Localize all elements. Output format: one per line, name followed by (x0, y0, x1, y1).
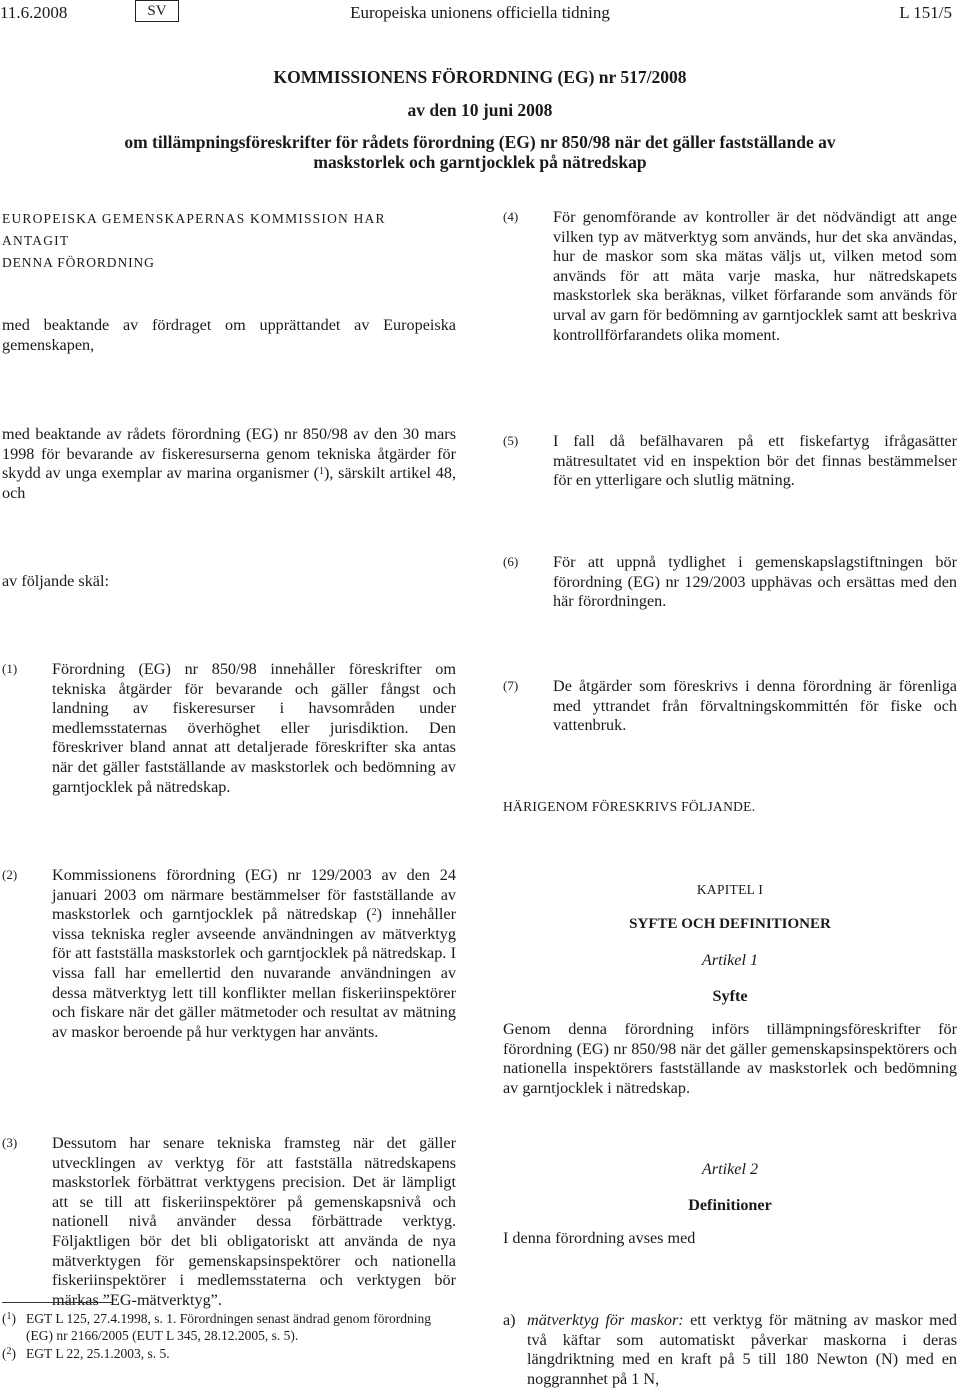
regulation-title: KOMMISSIONENS FÖRORDNING (EG) nr 517/2008 (273, 67, 687, 87)
recital-text-start: Kommissionens förordning (EG) nr 129/2003 av den 24 januari 2003 om närmare bestämmelser för fastställande av maskstorlek och garntjocklek på nätredskap ( (52, 866, 456, 924)
article-2-title: Definitioner (688, 1196, 772, 1214)
citation-regulation-text: med beaktande av rådets förordning (EG) nr 850/98 av den 30 mars 1998 för bevarande av fiskeresurserna genom tekniska åtgärder för skydd av unga exemplar av marina organismer ( (2, 425, 456, 483)
recital-text: De åtgärder som föreskrivs i denna förordning är förenliga med yttrandet från förvaltningskommittén för fiske och vattenbruk. (553, 677, 957, 735)
footnote-text: EGT L 22, 25.1.2003, s. 5. (26, 1346, 170, 1361)
definition-term: mätverktyg för maskor: (527, 1311, 684, 1329)
recital-number: (1) (2, 661, 18, 676)
footnote-1: ($^1$) EGT L 125, 27.4.1998, s. 1. Förordningen senast ändrad genom förordning (EG) nr 2166/2005 (EUT L 345, 28.12.2005, s. 5). (2, 1310, 456, 1344)
publication-title: Europeiska unionens officiella tidning (350, 3, 610, 22)
footnote-2: ($^2$) EGT L 22, 25.1.2003, s. 5. (2, 1345, 456, 1362)
article-1-text: Genom denna förordning införs tillämpningsföreskrifter för förordning (EG) nr 850/98 när det gäller gemenskapsinspektörers och nationella inspektörers fastställande av maskstorlek och bedömning av garntjocklek i nätredskap. (503, 1020, 957, 1097)
recital-text: För genomförande av kontroller är det nödvändigt att ange vilken typ av mätverktyg som används, hur det ska användas, hur de maskor som ska mätas väljs ut, vilken metod som används för att mäta varje maska, hur nätredskapets maskstorlek ska beräknas, vilket förfarande som används för urval av garn för bedömning av garntjocklek samt att beskriva kontrollförfarandets olika moment. (553, 208, 957, 344)
article-1-heading: Artikel 1 (701, 951, 759, 969)
enacting-intro-line2: DENNA FÖRORDNING (2, 255, 155, 270)
recital-text: Dessutom har senare tekniska framsteg när det gäller utvecklingen av verktyg för att fastställa nätredskapens maskstorlek förbättrat verktygens precision. Det är lämpligt att se till att fiskeriinspektörer på gemenskapsnivå och nationell nivå använder dessa förbättrade verktyg. Följaktligen bör det bli obligatoriskt att använda de nya mätverktygen för gemenskapsinspektörer och nationella fiskeriinspektörer i medlemsstaterna och verktygen bör märkas ”EG-mätverktyg”. (52, 1134, 456, 1309)
page-reference: L 151/5 (899, 3, 952, 22)
chapter-number: KAPITEL I (696, 882, 764, 897)
article-2-intro: I denna förordning avses med (503, 1229, 696, 1247)
footnote-number: 1 (6, 1311, 12, 1322)
recital-text: Förordning (EG) nr 850/98 innehåller föreskrifter om tekniska åtgärder för bevarande och gäller fångst och landning av fiskeresurser i havsområden under medlemsstaternas överhöghet eller jurisdiktion. Den föreskriver bland annat att detaljerade föreskrifter ska antas när det gäller fastställande av maskstorlek och bedömning av garntjocklek på nätredskap. (52, 660, 456, 796)
definition-label: a) (503, 1311, 516, 1329)
footnote-ref-2[interactable]: 2 (371, 907, 377, 919)
chapter-title: SYFTE OCH DEFINITIONER (629, 916, 831, 932)
recital-number: (7) (503, 678, 519, 693)
article-2-heading: Artikel 2 (701, 1160, 759, 1178)
article-1-title: Syfte (712, 987, 748, 1005)
definition-text (527, 1311, 957, 1389)
footnote-text: EGT L 125, 27.4.1998, s. 1. Förordningen senast ändrad genom förordning (EG) nr 2166/2005 (EUT L 345, 28.12.2005, s. 5). (26, 1311, 431, 1343)
footnote-ref-1[interactable]: 1 (319, 466, 324, 478)
recital-7 (503, 677, 957, 736)
citation-regulation (2, 425, 456, 503)
recital-text: För att uppnå tydlighet i gemenskapslagstiftningen bör förordning (EG) nr 129/2003 upphävas och ersättas med den här förordningen. (553, 553, 957, 611)
definition-a (503, 1311, 957, 1389)
regulation-subject-line1: om tillämpningsföreskrifter för rådets förordning (EG) nr 850/98 när det gäller fastställande av (124, 132, 836, 152)
recitals-intro: av följande skäl: (2, 572, 109, 590)
citation-regulation-end: ), särskilt artikel 48, och (2, 464, 457, 502)
header-date: 11.6.2008 (0, 3, 68, 22)
language-badge: SV (135, 0, 179, 22)
enacting-intro (2, 208, 456, 274)
regulation-subject-line2: maskstorlek och garntjocklek på nätredskap (313, 152, 647, 172)
recital-6 (503, 553, 957, 612)
recital-3 (2, 1134, 456, 1310)
recital-number: (2) (2, 867, 18, 882)
recital-number: (6) (503, 554, 519, 569)
definition-body: ett verktyg för mätning av maskor med två käftar som automatiskt påverkar maskorna i deras längdriktning med en kraft på 5 till 180 Newton (N) med en noggrannhet på 1 N, (527, 1311, 958, 1388)
footnote-separator (2, 1302, 112, 1303)
citation-treaty: med beaktande av fördraget om upprättandet av Europeiska gemenskapen, (2, 316, 456, 354)
recital-1 (2, 660, 456, 797)
recital-text-end: ) innehåller vissa tekniska regler avseende användningen av mätverktyg för att fastställa maskstorlek och garntjocklek på nätredskap. I vissa fall har emellertid den nuvarande användningen av dessa mätverktyg lett till konflikter mellan fiskeriinspektörer och fiskare när det gäller mätmetoder och resultat av mätning av maskor beroende på hur verktygen har använts. (52, 905, 456, 1041)
recital-number: (3) (2, 1135, 18, 1150)
footnote-number: 2 (6, 1346, 12, 1357)
enacting-intro-line1: EUROPEISKA GEMENSKAPERNAS KOMMISSION HAR ANTAGIT (2, 211, 386, 248)
regulation-date: av den 10 juni 2008 (407, 100, 553, 120)
recital-2 (2, 866, 456, 1042)
enacting-formula: HÄRIGENOM FÖRESKRIVS FÖLJANDE. (503, 799, 756, 814)
recital-number: (5) (503, 433, 519, 448)
recital-4 (503, 208, 957, 345)
recital-text: I fall då befälhavaren på ett fiskefartyg ifrågasätter mätresultatet vid en inspektion bör det finnas bestämmelser för en ytterligare och slutlig mätning. (553, 432, 957, 490)
recital-text (52, 866, 456, 1042)
recital-5 (503, 432, 957, 491)
recital-number: (4) (503, 209, 519, 224)
